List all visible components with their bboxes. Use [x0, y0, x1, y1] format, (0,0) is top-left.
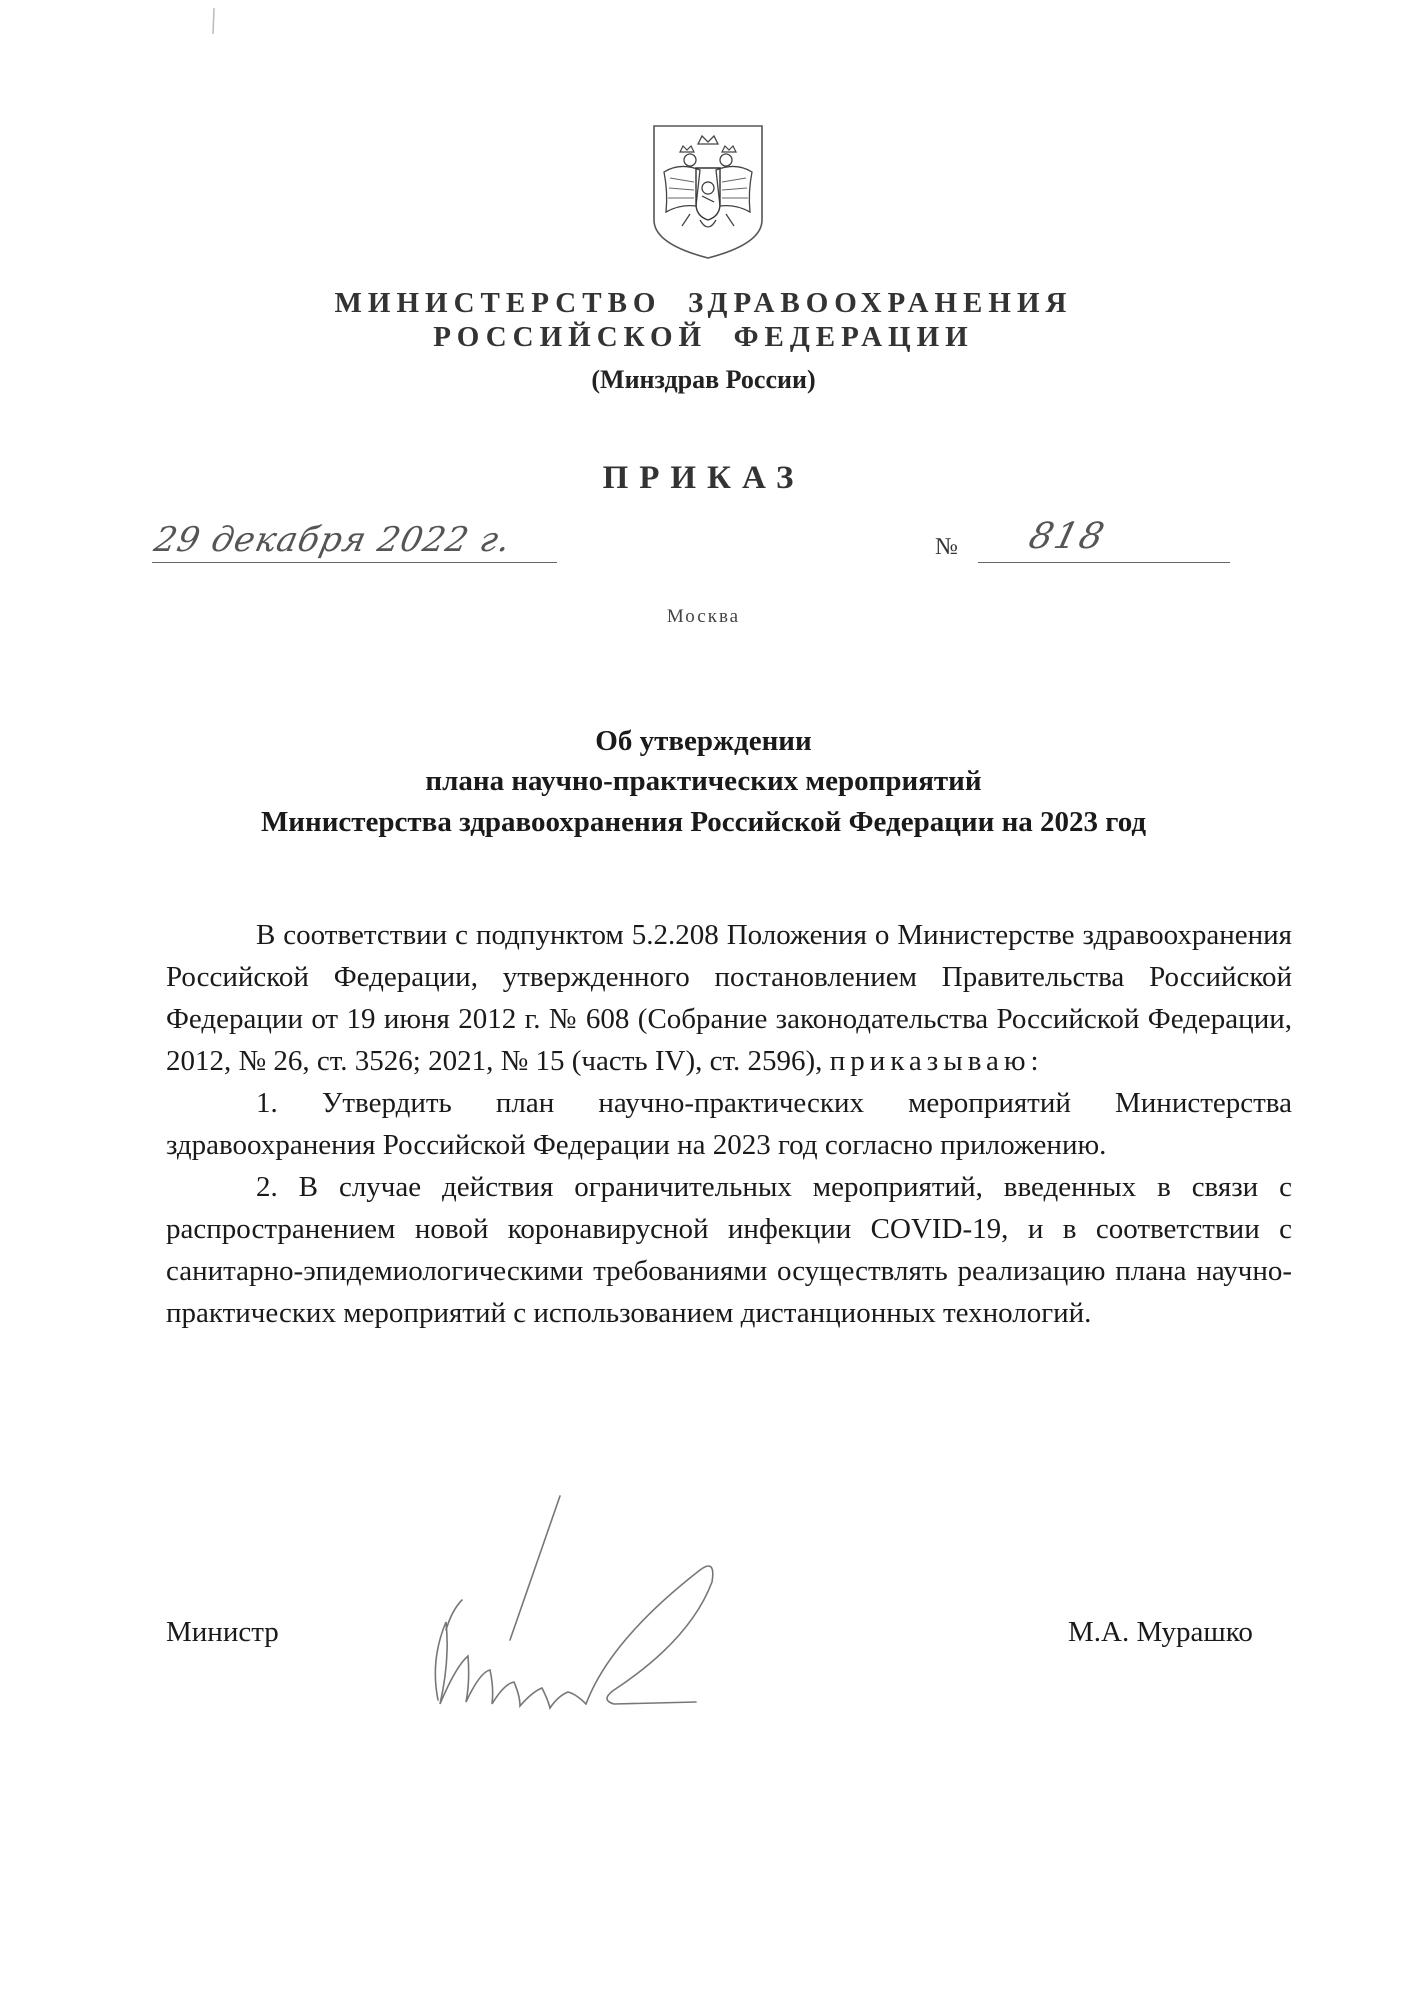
document-body	[166, 914, 1292, 1334]
title-line2: плана научно-практических мероприятий	[425, 765, 982, 797]
order-word: приказываю:	[829, 1045, 1044, 1077]
date-underline	[152, 562, 557, 563]
document-number: 818	[1024, 516, 1110, 557]
title-line1: Об утверждении	[595, 725, 812, 757]
number-sign: №	[935, 534, 958, 560]
signatory-title: Министр	[166, 1616, 279, 1648]
document-type: ПРИКАЗ	[602, 460, 805, 496]
city: Москва	[666, 606, 741, 627]
title-line3: Министерства здравоохранения Российской Федерации на 2023 год	[260, 806, 1147, 838]
organization-short-name: (Минздрав России)	[591, 365, 816, 394]
item-1: 1. Утвердить план научно-практических мероприятий Министерства здравоохранения Российской Федерации на 2023 год согласно приложению.	[166, 1087, 1292, 1161]
preamble-paragraph	[166, 914, 1292, 1082]
item-2: 2. В случае действия ограничительных мероприятий, введенных в связи с распространением новой коронавирусной инфекции COVID-19, и в соответствии с санитарно-эпидемиологическими требованиями осуществлять реализацию плана научно-практических мероприятий с использованием дистанционных технологий.	[166, 1171, 1292, 1329]
number-underline	[978, 562, 1230, 563]
signatory-name: М.А. Мурашко	[1068, 1616, 1253, 1648]
document-date: 29 декабря 2022 г.	[150, 520, 515, 560]
organization-name-line1: МИНИСТЕРСТВО ЗДРАВООХРАНЕНИЯ	[334, 287, 1073, 319]
handwritten-signature-icon	[400, 1490, 780, 1750]
preamble-text: В соответствии с подпунктом 5.2.208 Положения о Министерстве здравоохранения Российской Федерации, утвержденного постановлением Правительства Российской Федерации от 19 июня 2012 г. № 608 (Собрание законодательства Российской Федерации, 2012, № 26, ст. 3526; 2021, № 15 (часть IV), ст. 2596),	[166, 919, 1292, 1077]
coat-of-arms-icon	[650, 122, 766, 262]
organization-name-line2: РОССИЙСКОЙ ФЕДЕРАЦИИ	[433, 321, 974, 353]
scan-mark	[212, 8, 216, 34]
